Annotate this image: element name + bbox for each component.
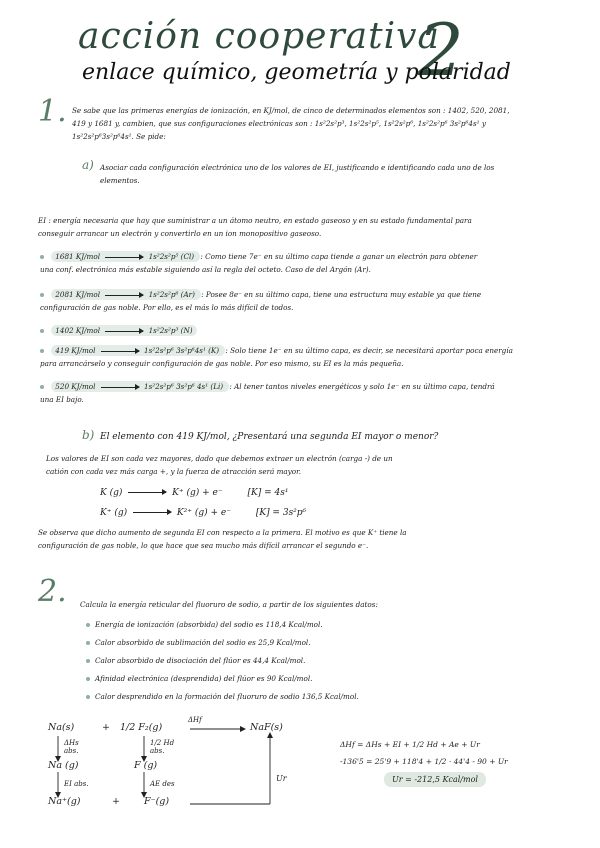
- des-label: des: [162, 780, 175, 788]
- bullet-dot: [40, 349, 44, 353]
- ei-value: 520 KJ/mol: [55, 382, 96, 391]
- ei-value: 2081 KJ/mol: [55, 290, 100, 299]
- title-line-2: enlace químico, geometría y polaridad: [82, 60, 511, 85]
- ei-value: 1402 KJ/mol: [55, 326, 100, 335]
- data-list-text: Calor absorbido de sublimación del sodio es 25,9 Kcal/mol.: [95, 638, 311, 647]
- s1-intro-line-1: Se sabe que las primeras energías de ionización, en KJ/mol, de cinco de determinados elementos son : 1402, 520, 2081,: [72, 106, 510, 115]
- s1-intro-line-2: 419 y 1681 y, cambien, que sus configuraciones electrónicas son : 1s²2s²p³, 1s²2s²p⁵, 1s²2s²p⁶, 1s²2s²p⁶ 3s²p⁶4s¹ y: [72, 119, 486, 128]
- ei-value: 419 KJ/mol: [55, 346, 96, 355]
- reactant: K (g): [100, 488, 123, 498]
- s2-data-list: [86, 616, 566, 706]
- section-2-number: 2.: [38, 574, 67, 609]
- s1-intro-line-3: 1s²2s²p⁶3s²p⁶4s¹. Se pide:: [72, 132, 166, 141]
- s1-b-answer: [46, 452, 586, 478]
- answer-line-1: Los valores de EI son cada vez mayores, dado que debemos extraer un electrón (carga -) de un: [46, 454, 393, 463]
- arrow-icon: [133, 512, 171, 513]
- bullet-dot: [40, 293, 44, 297]
- s1-b-conclusion: [38, 526, 586, 552]
- plus-sign: +: [112, 796, 120, 807]
- bullet-dot: [86, 677, 90, 681]
- ei-label: [64, 780, 89, 788]
- data-list-item: [86, 634, 566, 652]
- conclusion-line-2: configuración de gas noble, lo que hace que sea mucho más difícil arrancar el segundo e⁻.: [38, 541, 369, 550]
- ur-label: Ur: [276, 774, 287, 783]
- born-haber-arrows: [40, 720, 300, 830]
- ei-text: EI: [64, 780, 72, 788]
- bullet-dot: [86, 695, 90, 699]
- value-badge: [51, 381, 229, 392]
- dhs-label: ΔHs: [64, 739, 79, 747]
- ae-text: AE: [150, 780, 161, 788]
- config-note: [K] = 4s¹: [247, 488, 289, 498]
- explanation-1: : Posee 8e⁻ en su último capa, tiene una estructura muy estable ya que tiene: [201, 290, 482, 299]
- reaction-1: [100, 488, 288, 498]
- f-ion: F⁻(g): [144, 796, 170, 807]
- answer-line-2: catión con cada vez más carga +, y la fuerza de atracción será mayor.: [46, 467, 301, 476]
- explanation-1: : Solo tiene 1e⁻ en su último capa, es decir, se necesitará aportar poca energía: [225, 346, 513, 355]
- data-list-text: Energía de ionización (absorbida) del sodio es 118,4 Kcal/mol.: [95, 620, 323, 629]
- data-list-item: [86, 688, 566, 706]
- ei-definition: [38, 214, 583, 240]
- config: 1s²2s²p⁶ 3s²p⁶4s¹ (K): [144, 346, 220, 355]
- arrow-icon: [101, 351, 139, 352]
- bullet-cl: [40, 250, 585, 276]
- ei-value: 1681 KJ/mol: [55, 252, 100, 261]
- half-f2: 1/2 F₂(g): [120, 722, 163, 733]
- f-g: F (g): [134, 760, 158, 771]
- explanation-1: : Como tiene 7e⁻ en su último capa tiende a ganar un electrón para obtener: [200, 252, 478, 261]
- products: K²⁺ (g) + e⁻: [176, 508, 231, 518]
- data-list-item: [86, 670, 566, 688]
- s1-a-line-2: elementos.: [100, 176, 140, 185]
- s1-a-line-1: Asociar cada configuración electrónica uno de los valores de EI, justificando e identificando cada uno de los: [100, 163, 495, 172]
- reaction-2: [100, 508, 306, 518]
- half-hd-label: 1/2 Hd: [150, 739, 175, 747]
- abs-label: abs.: [64, 747, 79, 755]
- data-list-text: Calor absorbido de disociación del flúor es 44,4 Kcal/mol.: [95, 656, 306, 665]
- bullet-dot: [86, 641, 90, 645]
- s1-a-question: [100, 161, 580, 187]
- bullet-ar: [40, 288, 585, 314]
- s2-intro: Calcula la energía reticular del fluoruro de sodio, a partir de los siguientes datos:: [80, 600, 378, 609]
- explanation-2: una conf. electrónica más estable siguiendo así la regla del octeto. Caso de del Argón (Ar).: [40, 265, 371, 274]
- bullet-dot: [40, 329, 44, 333]
- ae-label: [150, 780, 175, 788]
- bullet-dot: [86, 659, 90, 663]
- hess-substitution: -136'5 = 25'9 + 118'4 + 1/2 · 44'4 - 90 + Ur: [340, 757, 508, 766]
- bullet-k: [40, 344, 585, 370]
- value-badge: [51, 325, 196, 336]
- abs-label: abs.: [150, 747, 165, 755]
- bullet-li: [40, 380, 585, 406]
- abs-label: abs.: [74, 780, 89, 788]
- hess-equation: ΔHf = ΔHs + EI + 1/2 Hd + Ae + Ur: [340, 740, 480, 749]
- arrow-icon: [105, 257, 143, 258]
- explanation-2: para arrancárselo y conseguir configuración de gas noble. Por eso mismo, su EI es la más pequeña.: [40, 359, 404, 368]
- plus-sign: +: [102, 722, 110, 733]
- bullet-dot: [40, 255, 44, 259]
- data-list-text: Calor desprendido en la formación del fluoruro de sodio 136,5 Kcal/mol.: [95, 692, 359, 701]
- config: 1s²2s²p⁵ (Cl): [148, 252, 195, 261]
- dhf-label: ΔHf: [188, 716, 202, 724]
- data-list-item: [86, 652, 566, 670]
- explanation-2: configuración de gas noble. Por ello, es el más lo más difícil de todos.: [40, 303, 294, 312]
- explanation-2: una EI bajo.: [40, 395, 84, 404]
- na-s: Na(s): [48, 722, 75, 733]
- na-ion: Na⁺(g): [48, 796, 81, 807]
- conclusion-line-1: Se observa que dicho aumento de segunda EI con respecto a la primera. El motivo es que K⁺ tiene la: [38, 528, 407, 537]
- na-g: Na (g): [48, 760, 79, 771]
- s1-b-label: b): [82, 428, 95, 442]
- value-badge: [51, 251, 200, 262]
- ei-line-2: conseguir arrancar un electrón y convertirlo en un ion monopositivo gaseoso.: [38, 229, 322, 238]
- s1-b-question: El elemento con 419 KJ/mol, ¿Presentará una segunda EI mayor o menor?: [100, 432, 439, 442]
- result-badge: Ur = -212,5 Kcal/mol: [384, 772, 486, 787]
- title-line-1: acción cooperativa: [78, 16, 440, 57]
- bullet-dot: [40, 385, 44, 389]
- data-list-text: Afinidad electrónica (desprendida) del flúor es 90 Kcal/mol.: [95, 674, 313, 683]
- ei-line-1: EI : energía necesaria que hay que suministrar a un átomo neutro, en estado gaseoso y en su estado fundamental para: [38, 216, 472, 225]
- bullet-dot: [86, 623, 90, 627]
- value-badge: [51, 345, 225, 356]
- config: 1s²2s²p⁶ 3s²p⁶ 4s¹ (Li): [144, 382, 224, 391]
- arrow-icon: [128, 492, 166, 493]
- naf-s: NaF(s): [250, 722, 283, 733]
- config-note: [K] = 3s²p⁶: [255, 508, 307, 518]
- arrow-head-icon: [240, 726, 246, 732]
- title-number: 2: [418, 8, 464, 92]
- reactant: K⁺ (g): [100, 508, 128, 518]
- arrow-icon: [105, 331, 143, 332]
- data-list-item: [86, 616, 566, 634]
- value-badge: [51, 289, 201, 300]
- bullet-n: [40, 324, 585, 337]
- products: K⁺ (g) + e⁻: [172, 488, 223, 498]
- arrow-icon: [101, 387, 139, 388]
- explanation-1: : Al tener tantos niveles energéticos y solo 1e⁻ en su último capa, tendrá: [229, 382, 495, 391]
- config: 1s²2s²p⁶ (Ar): [148, 290, 195, 299]
- section-1-number: 1.: [38, 94, 67, 129]
- s1-a-label: a): [82, 158, 94, 172]
- config: 1s²2s²p³ (N): [148, 326, 193, 335]
- s1-intro: [72, 104, 582, 143]
- arrow-icon: [105, 295, 143, 296]
